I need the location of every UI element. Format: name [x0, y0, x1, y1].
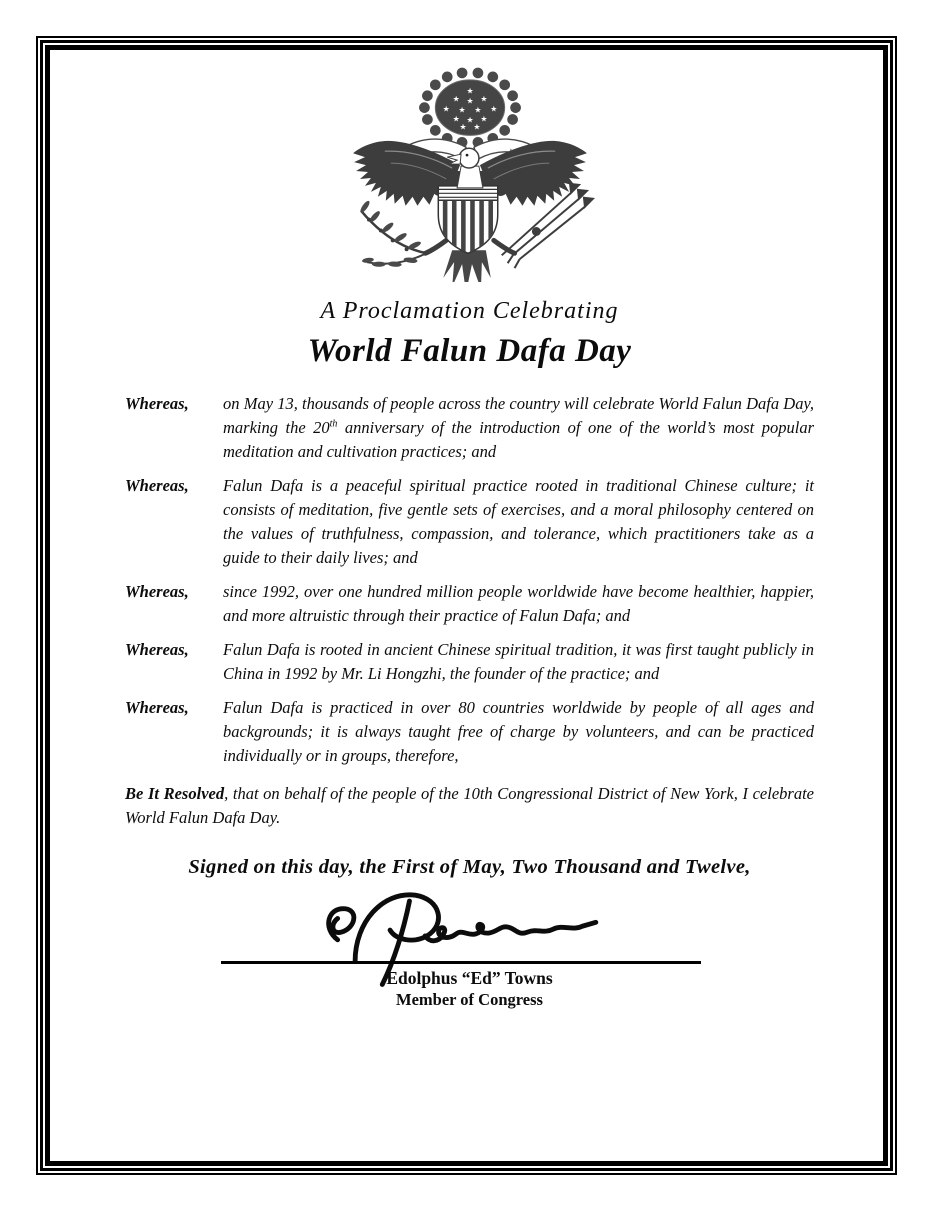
signature-line: [221, 961, 701, 964]
svg-text:★: ★: [472, 122, 480, 132]
svg-text:★: ★: [442, 104, 450, 114]
signature-block: [125, 879, 814, 1010]
svg-text:★: ★: [465, 96, 474, 106]
olive-branch-icon: [358, 200, 426, 268]
svg-text:★: ★: [489, 104, 497, 114]
svg-text:★: ★: [473, 105, 481, 115]
tail-feathers: [443, 250, 491, 282]
left-leg: [425, 240, 446, 253]
svg-text:★: ★: [452, 114, 460, 124]
resolution-label: Be It Resolved: [125, 784, 225, 803]
document-border-inner-line: [45, 45, 888, 1166]
proclamation-subtitle: A Proclamation Celebrating: [320, 298, 619, 324]
clause-text-part: anniversary of the introduction of one of the world’s most popular meditation and cultivation practices; and: [223, 418, 814, 461]
document-content: [50, 50, 883, 1161]
great-seal-emblem: [125, 66, 814, 282]
svg-text:★: ★: [458, 105, 466, 115]
signatory-name: Edolphus “Ed” Towns: [386, 968, 553, 988]
whereas-label: Whereas,: [125, 394, 189, 413]
clause-text-part: on May 13, thousands of people across the country will celebrate World Falun Dafa Day, marking the 20: [223, 394, 814, 437]
document-border: [36, 36, 897, 1175]
whereas-clause-2: [125, 474, 814, 570]
svg-text:★: ★: [479, 94, 487, 104]
whereas-clause-1: [125, 392, 814, 464]
clause-text: [223, 392, 814, 464]
signature-image: [293, 879, 623, 989]
resolution-paragraph: [125, 782, 814, 830]
ordinal-superscript: th: [329, 418, 338, 430]
whereas-label: Whereas,: [125, 582, 189, 601]
clauses-section: [125, 392, 814, 830]
eagle-eye: [465, 154, 468, 157]
proclamation-title: World Falun Dafa Day: [307, 333, 632, 369]
svg-text:★: ★: [452, 94, 460, 104]
whereas-clause-5: [125, 696, 814, 768]
resolution-text: , that on behalf of the people of the 10th Congressional District of New York, I celebrate World Falun Dafa Day.: [125, 784, 814, 827]
whereas-label: Whereas,: [125, 640, 189, 659]
whereas-clause-4: [125, 638, 814, 686]
whereas-label: Whereas,: [125, 698, 189, 717]
document-border-middle-line: [40, 40, 893, 1171]
svg-text:★: ★: [465, 86, 474, 96]
whereas-label: Whereas,: [125, 476, 189, 495]
clause-text: Falun Dafa is rooted in ancient Chinese spiritual tradition, it was first taught publicly in China in 1992 by Mr. Li Hongzhi, the founder of the practice; and: [223, 640, 814, 683]
whereas-clause-3: [125, 580, 814, 628]
clause-text: since 1992, over one hundred million people worldwide have become healthier, happier, and more altruistic through their practice of Falun Dafa; and: [223, 582, 814, 625]
signed-statement: Signed on this day, the First of May, Two Thousand and Twelve,: [188, 856, 751, 878]
great-seal-eagle-icon: [341, 66, 599, 282]
svg-text:★: ★: [465, 115, 474, 125]
clause-text: Falun Dafa is practiced in over 80 countries worldwide by people of all ages and backgrounds; it is always taught free of charge by volunteers, and can be practiced individually or in groups, therefore,: [223, 698, 814, 765]
svg-text:★: ★: [479, 114, 487, 124]
signatory-title: Member of Congress: [396, 990, 543, 1009]
svg-text:★: ★: [459, 122, 467, 132]
clause-text: Falun Dafa is a peaceful spiritual practice rooted in traditional Chinese culture; it consists of meditation, five gentle sets of exercises, and a moral philosophy centered on the values of truthfulness, compassion, and tolerance, which practitioners take as a guide to their daily lives; and: [223, 476, 814, 567]
